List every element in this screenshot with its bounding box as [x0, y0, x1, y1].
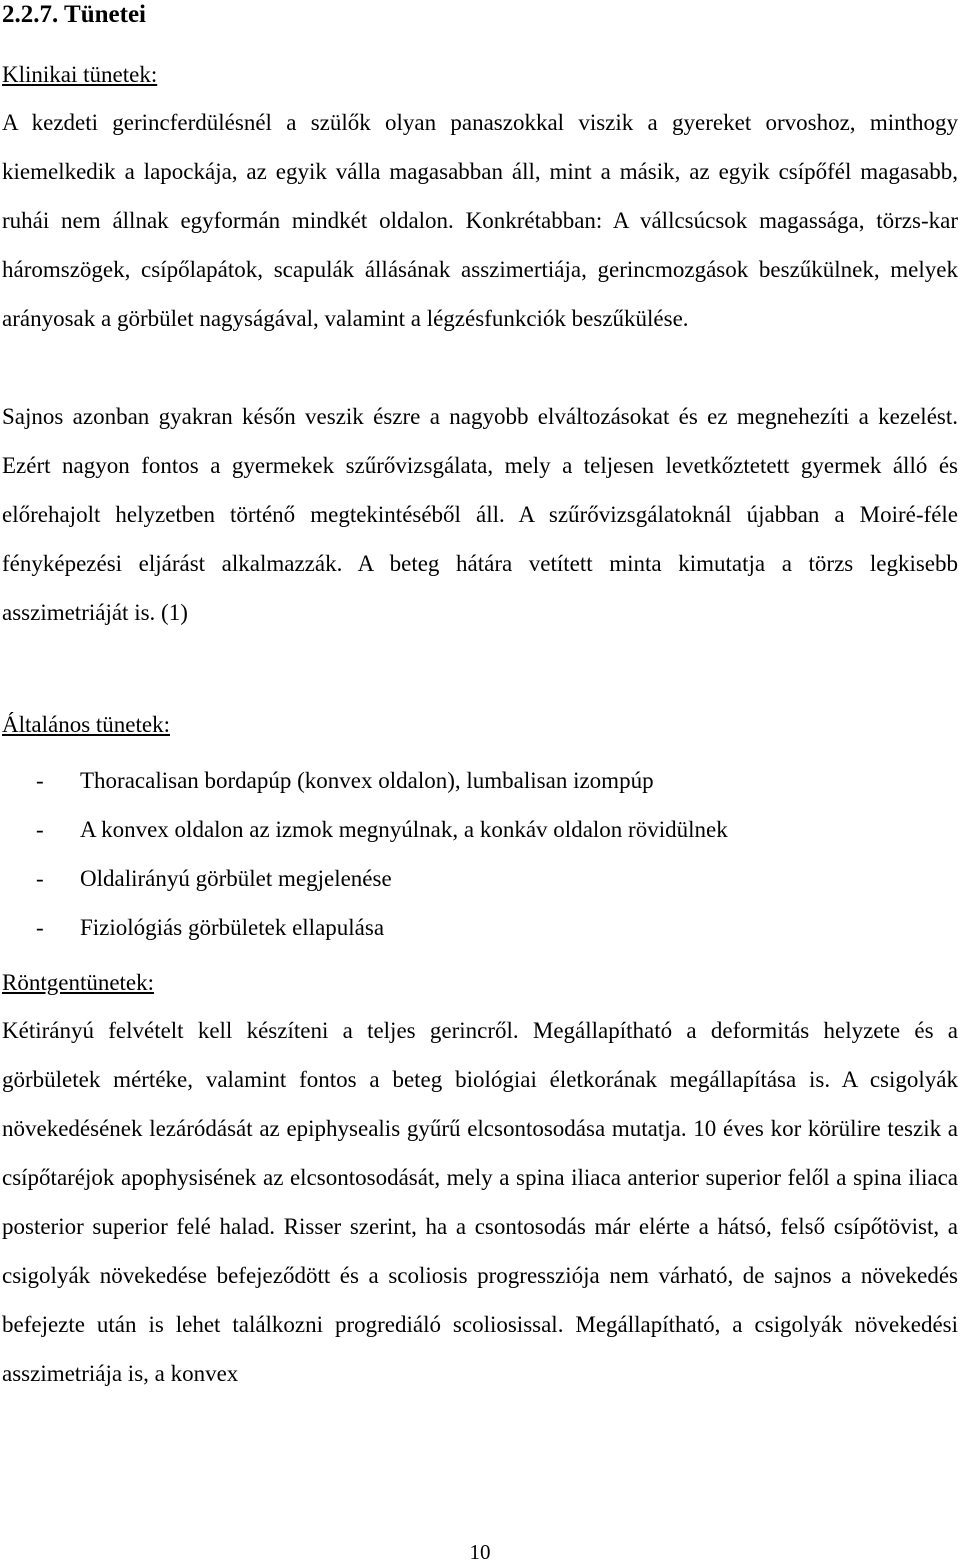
clinical-symptoms-heading: Klinikai tünetek: — [2, 62, 158, 87]
list-item — [36, 805, 728, 854]
xray-paragraph: Kétirányú felvételt kell készíteni a teljes gerincről. Megállapítható a deformitás helyzete és a görbületek mértéke, valamint fontos a beteg biológiai életkorának megállapítása is. A csigolyák növekedésének lezáródását az epiphysealis gyűrű elcsontosodása mutatja. 10 éves kor körülire teszik a csípőtaréjok apophysisének az elcsontosodását, mely a spina iliaca anterior superior felől a spina iliaca posterior superior felé halad. Risser szerint, ha a csontosodás már elérte a hátsó, felső csípőtövist, a csigolyák növekedése befejeződött és a scoliosis progressziója nem várható, de sajnos a növekedés befejezte után is lehet találkozni progrediáló scoliosissal. Megállapítható, a csigolyák növekedési asszimetriája is, a konvex — [2, 1018, 958, 1386]
general-symptoms-list — [36, 756, 728, 952]
list-item — [36, 903, 728, 952]
bullet-dash: - — [36, 866, 44, 891]
list-item-text: A konvex oldalon az izmok megnyúlnak, a konkáv oldalon rövidülnek — [80, 817, 728, 842]
list-item — [36, 756, 728, 805]
bullet-dash: - — [36, 817, 44, 842]
clinical-paragraph-2: Sajnos azonban gyakran későn veszik észre a nagyobb elváltozásokat és ez megnehezíti a kezelést. Ezért nagyon fontos a gyermekek szűrővizsgálata, mely a teljesen levetkőztetett gyermek álló és előrehajolt helyzetben történő megtekintéséből áll. A szűrővizsgálatoknál újabban a Moiré-féle fényképezési eljárást alkalmazzák. A beteg hátára vetített minta kimutatja a törzs legkisebb asszimetriáját is. (1) — [2, 404, 958, 625]
list-item-text: Thoracalisan bordapúp (konvex oldalon), lumbalisan izompúp — [80, 768, 654, 793]
list-item-text: Fiziológiás görbületek ellapulása — [80, 915, 385, 940]
bullet-dash: - — [36, 768, 44, 793]
clinical-paragraph-1: A kezdeti gerincferdülésnél a szülők olyan panaszokkal viszik a gyereket orvoshoz, minthogy kiemelkedik a lapockája, az egyik válla magasabban áll, mint a másik, az egyik csípőfél magasabb, ruhái nem állnak egyformán mindkét oldalon. Konkrétabban: A vállcsúcsok magassága, törzs-kar háromszögek, csípőlapátok, scapulák állásának asszimertiája, gerincmozgások beszűkülnek, melyek arányosak a görbület nagyságával, valamint a légzésfunkciók beszűkülése. — [2, 110, 958, 331]
bullet-dash: - — [36, 915, 44, 940]
list-item-text: Oldalirányú görbület megjelenése — [80, 866, 392, 891]
xray-symptoms-heading: Röntgentünetek: — [2, 970, 155, 995]
list-item — [36, 854, 728, 903]
section-title: 2.2.7. Tünetei — [2, 1, 146, 28]
page-number: 10 — [469, 1540, 491, 1564]
general-symptoms-heading: Általános tünetek: — [2, 712, 170, 737]
